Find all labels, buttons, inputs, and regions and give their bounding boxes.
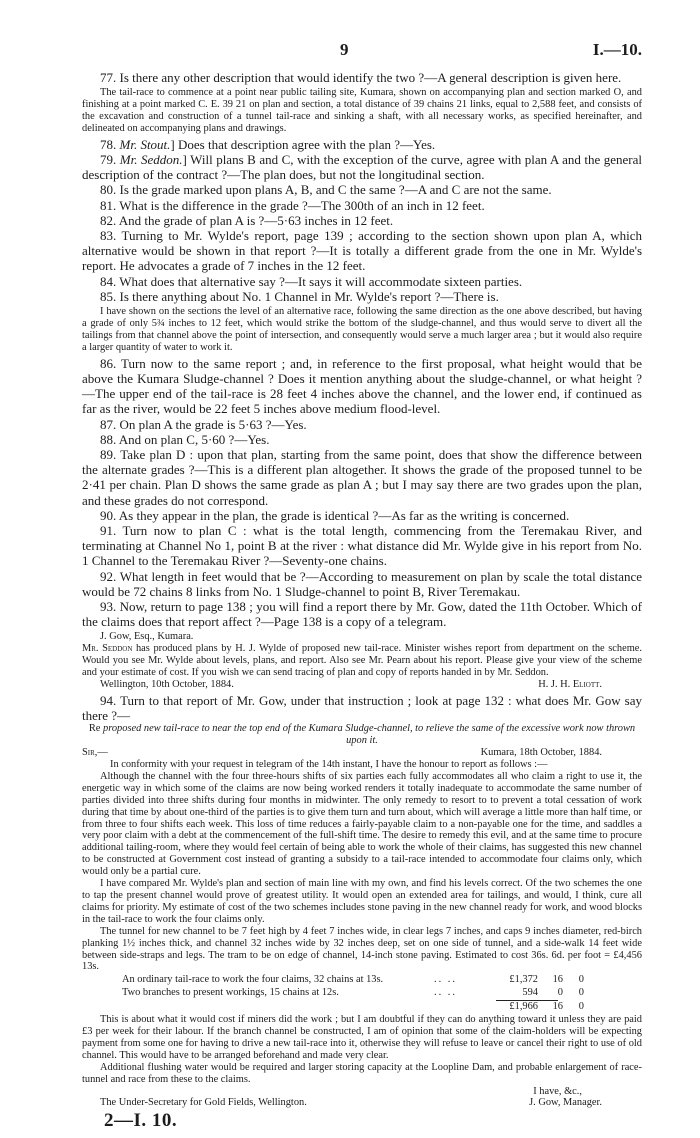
report-salutation: Sir,— [82,747,108,759]
report-paragraph-6: Additional flushing water would be required and larger storing capacity at the Loopline Dam, and probable enlargement of race-tunnel and race from these to the claims. [82,1061,642,1085]
report-paragraph-6-row [82,1062,642,1086]
report-paragraph-1: In conformity with your request in telegram of the 14th instant, I have the honour to report as follows :— [110,759,548,770]
report-salutation-row [82,747,642,759]
cost-item: Two branches to present workings, 15 chains at 12s. [122,986,339,998]
question-90: 90. As they appear in the plan, the grade is identical ?—As far as the writing is concerned. [100,507,570,523]
report-signoff-row [82,1097,642,1109]
question-77: 77. Is there any other description that would identify the two ?—A general description is given here. [100,70,622,85]
report-signer: J. Gow, Manager. [529,1097,602,1109]
question-86: 86. Turn now to the same report ; and, in reference to the first proposal, what height would that be above the Kumara Sludge-channel ? Does it mention anything about the sludge-channel, or what height ?—The upper end of the tail-race is 28 feet 4 inches above the channel, and the lower end, if continued as far as the river, would be 22 feet 5 inches above medium flood-level. [82,355,642,417]
page [82,40,642,1132]
alternative-race-quote: I have shown on the sections the level of an alternative race, following the same direction as the one above described, but having a grade of only 5¾ inches to 12 feet, which would strike the bottom of the sludge-channel, and thus would serve to divert all the tailings from that channel above the point of intersection, and consequently would serve a much larger area ; but it would also require a larger quantity of water to work it. [82,306,642,353]
telegram [82,631,642,691]
report-paragraph-5: This is about what it would cost if miners did the work ; but I am doubtful if they can do anything toward it unless they are paid £3 per week for their labour. If the branch channel be constructed, I am of opinion that some of the claim-holders will be expecting payment from some one for having to drive a new tail-race into it, otherwise they will refuse to leave or cancel their right to use of old channel. This would have to be arranged beforehand and made very clear. [82,1014,642,1061]
page-footer-reference: 2—I. 10. [104,1110,178,1132]
page-number: 9 [340,40,349,59]
question-94: 94. Turn to that report of Mr. Gow, under that instruction ; look at page 132 : what does Mr. Gow say there ?— [82,692,642,724]
report-closing-row [82,1086,642,1098]
report-place-date: Kumara, 18th October, 1884. [480,747,602,759]
report-paragraph-3: I have compared Mr. Wylde's plan and section of main line with my own, and find his levels correct. Of the two schemes the one to tap the present channel would prove of greatest utility. It would open an extended area for tailings, and would, I think, cure all claims for priority. My estimate of cost of the two schemes includes stone paving in the new channel ready for work, and wood blocks in the tail-race to work the four claims only. [82,878,642,925]
question-89: 89. Take plan D : upon that plan, starting from the same point, does that show the difference between the alternate grades ?—This is a different plan altogether. It shows the grade of the proposed tunnel to be 2·41 per chain. Plan D shows the same grade as plan A ; but I may say there are two grades upon the plan, and these grades do not correspond. [82,446,642,508]
cost-table [82,974,642,1013]
question-81: 81. What is the difference in the grade ?—The 300th of an inch in 12 feet. [100,197,485,213]
page-header [82,40,642,70]
tail-race-description: The tail-race to commence at a point near public tailing site, Kumara, shown on accompanying plan and section marked O, and finishing at a point marked C. E. 39 21 on plan and section, a total distance of 39 chains 21 links, equal to 2,588 feet, and consists of the excavation and construction of a tunnel tail-race and sinking a shaft, with all necessary works, as specified hereinafter, and delineated on accompanying plans and drawings. [82,87,642,134]
question-91: 91. Turn now to plan C : what is the total length, commencing from the Teremakau River, and terminating at Channel No 1, point B at the river : what distance did Mr. Wylde give in his report from No. 1 Channel to the Teremakau River ?—Seventy-one chains. [82,522,642,569]
telegram-footer [82,679,642,691]
question-87: 87. On plan A the grade is 5·63 ?—Yes. [100,416,307,432]
cost-amount: £1,372 16 0 [509,974,584,986]
question-83: 83. Turning to Mr. Wylde's report, page 139 ; according to the section shown upon plan A, which alternative would be shown in that report ?—It is totally a different grade from the one in Mr. Wylde's report. He advocates a grade of 7 inches in the 12 feet. [82,228,642,274]
report-paragraph-2: Although the channel with the four three-hours shifts of six parties each fully accommodates all who claim a right to use it, the energetic way in which some of the claims are now being worked renders it totally inadequate to accommodate the same number of parties divided into three shifts during four months in midwinter. The only remedy to resort to to prevent a total cessation of work during that time by about one-third of the parties is to give them turn and turn about, which will average a little more than half time, or from three to four shifts each week. This loss of time reduces a fairly-payable claim to a non-payable one for the time, and saddles a very poor claim with a debt at the commencement of the full-shift time. The desire to remedy this evil, and at the same time to procure additional tailing-room, where they would feel certain of being able to work the whole of their claims, has suggested this new channel to be constructed at Government cost instead of granting a subsidy to a tail-race intended to accommodate four claims only, which would only be a partial cure. [82,770,642,878]
telegram-addressee: J. Gow, Esq., Kumara. [100,631,194,643]
gow-report [82,723,642,1109]
report-closing: I have, &c., [533,1085,582,1097]
question-84: 84. What does that alternative say ?—It says it will accommodate sixteen parties. [100,273,523,289]
cost-leader: .. .. [434,986,457,998]
cost-leader: .. .. [434,974,457,986]
cost-item: An ordinary tail-race to work the four claims, 32 chains at 13s. [122,974,384,986]
question-93: 93. Now, return to page 138 ; you will find a report there by Mr. Gow, dated the 11th October. Which of the claims does that report affect ?—Page 138 is a copy of a telegram. [82,598,642,630]
cost-total: £1,966 16 0 [509,1000,584,1012]
question-80: 80. Is the grade marked upon plans A, B, and C the same ?—A and C are not the same. [100,182,552,198]
question-78: 78. Mr. Stout.] Does that description agree with the plan ?—Yes. [100,136,436,152]
cost-row [82,974,642,987]
question-85: 85. Is there anything about No. 1 Channel in Mr. Wylde's report ?—There is. [100,288,499,304]
question-79: 79. Mr. Seddon.] Will plans B and C, with the exception of the curve, agree with plan A and the general description of the contract ?—The plan does, but not the longitudinal section. [82,152,642,183]
report-addressee: The Under-Secretary for Gold Fields, Wellington. [100,1097,307,1109]
cost-amount: 594 0 0 [522,986,584,998]
report-paragraph-4: The tunnel for new channel to be 7 feet high by 4 feet 7 inches wide, in clear legs 7 inches, and caps 9 inches diameter, red-birch planking 1½ inches thick, and channel 32 inches wide by 32 inches deep, set on one side of tunnel, and a side-walk 14 feet wide between side-straps and legs. The tram to be on edge of channel, 14-inch stone paving. Estimated to cost 36s. 6d. per foot = £4,456 13s. [82,925,642,973]
question-82: 82. And the grade of plan A is ?—5·63 inches in 12 feet. [100,212,394,228]
report-subject: Re proposed new tail-race to near the top end of the Kumara Sludge-channel, to relieve the same of the excessive work now thrown upon it. [88,723,636,747]
cost-row [82,987,642,1000]
cost-total-row [82,1001,642,1014]
question-92: 92. What length in feet would that be ?—According to measurement on plan by scale the total distance would be 72 chains 8 links from No. 1 Sludge-channel to point B, River Teremakau. [82,568,642,599]
document-reference: I.—10. [592,40,642,59]
telegram-body: Mr. Seddon has produced plans by H. J. Wylde of proposed new tail-race. Minister wishes report from department on the scheme. Would you see Mr. Wylde about levels, plans, and report. Also see Mr. Pearn about his report. Please give your view of the scheme and your estimate of cost. If you wish we can send tracing of plan and copy of reports handed in by Mr. Seddon. [82,643,642,679]
telegram-date: Wellington, 10th October, 1884. [100,678,234,690]
telegram-signature: H. J. H. Eliott. [538,678,602,690]
question-88: 88. And on plan C, 5·60 ?—Yes. [100,431,270,447]
